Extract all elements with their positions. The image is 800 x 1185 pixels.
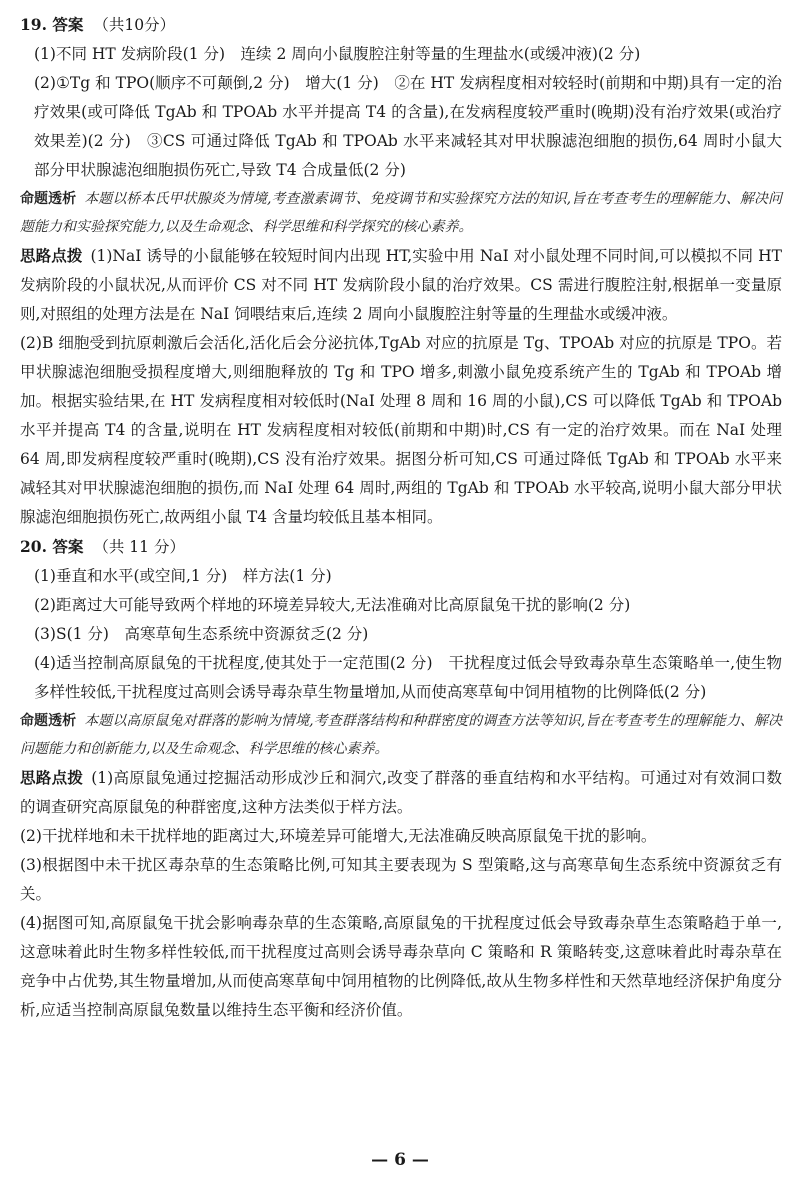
q20-analysis xyxy=(20,707,782,763)
q19-heading xyxy=(20,10,782,40)
q20-answer-1: (1)垂直和水平(或空间,1 分) 样方法(1 分) xyxy=(34,567,332,585)
q19-answer-1: (1)不同 HT 发病阶段(1 分) 连续 2 周向小鼠腹腔注射等量的生理盐水(或缓冲液)(2 分) xyxy=(34,45,641,63)
q20-tips-label: 思路点拨 xyxy=(20,768,84,787)
q20-answer-3: (3)S(1 分) 高寒草甸生态系统中资源贫乏(2 分) xyxy=(34,625,369,643)
q19-answer-2: (2)①Tg 和 TPO(顺序不可颠倒,2 分) 增大(1 分) ②在 HT 发病程度相对较轻时(前期和中期)具有一定的治疗效果(或可降低 TgAb 和 TPOAb 水平并提高 T4 的含量),在发病程度较严重时(晚期)没有治疗效果(或治疗效果差)(2 分) ③CS 可通过降低 TgAb 和 TPOAb 水平来减轻其对甲状腺滤泡细胞的损伤,64 周时小鼠大部分甲状腺滤泡细胞损伤死亡,导致 T4 合成量低(2 分) xyxy=(34,74,782,179)
q20-tips-2: (2)干扰样地和未干扰样地的距离过大,环境差异可能增大,无法准确反映高原鼠兔干扰的影响。 xyxy=(20,827,657,845)
q19-tips-label: 思路点拨 xyxy=(20,246,83,265)
q19-heading-text: 19. 答案 xyxy=(20,15,84,34)
q20-answer-2: (2)距离过大可能导致两个样地的环境差异较大,无法准确对比高原鼠兔干扰的影响(2 分) xyxy=(34,596,631,614)
q20-section xyxy=(20,532,782,1025)
q19-tips-1-text: (1)NaI 诱导的小鼠能够在较短时间内出现 HT,实验中用 NaI 对小鼠处理不同时间,可以模拟不同 HT 发病阶段的小鼠状况,从而评价 CS 对不同 HT 发病阶段小鼠的治疗效果。CS 需进行腹腔注射,根据单一变量原则,对照组的处理方法是在 NaI 饲喂结束后,连续 2 周向小鼠腹腔注射等量的生理盐水或缓冲液。 xyxy=(20,247,782,323)
q19-score: （共10分） xyxy=(93,16,176,34)
q20-analysis-text: 本题以高原鼠兔对群落的影响为情境,考查群落结构和种群密度的调查方法等知识,旨在考查考生的理解能力、解决问题能力和创新能力,以及生命观念、科学思维的核心素养。 xyxy=(20,713,782,757)
q20-heading xyxy=(20,532,782,562)
q20-tips-3: (3)根据图中未干扰区毒杂草的生态策略比例,可知其主要表现为 S 型策略,这与高寒草甸生态系统中资源贫乏有关。 xyxy=(20,856,782,903)
q19-tips-2: (2)B 细胞受到抗原刺激后会活化,活化后会分泌抗体,TgAb 对应的抗原是 Tg、TPOAb 对应的抗原是 TPO。若甲状腺滤泡细胞受损程度增大,则细胞释放的 Tg 和 TPO 增多,刺激小鼠免疫系统产生的 TgAb 和 TPOAb 增加。根据实验结果,在 HT 发病程度相对较低时(NaI 处理 8 周和 16 周的小鼠),CS 可以降低 TgAb 和 TPOAb 水平并提高 T4 的含量,说明在 HT 发病程度相对较低(前期和中期)时,CS 有一定的治疗效果。而在 NaI 处理 64 周,即发病程度较严重时(晚期),CS 没有治疗效果。据图分析可知,CS 可通过降低 TgAb 和 TPOAb 水平来减轻其对甲状腺滤泡细胞的损伤,而 NaI 处理 64 周时,两组的 TgAb 和 TPOAb 水平较高,说明小鼠大部分甲状腺滤泡细胞损伤死亡,故两组小鼠 T4 含量均较低且基本相同。 xyxy=(20,334,782,526)
q19-analysis-text: 本题以桥本氏甲状腺炎为情境,考查激素调节、免疫调节和实验探究方法的知识,旨在考查考生的理解能力、解决问题能力和实验探究能力,以及生命观念、科学思维和科学探究的核心素养。 xyxy=(20,191,782,235)
q20-score: （共 11 分） xyxy=(93,538,185,556)
q19-analysis-label: 命题透析 xyxy=(20,191,77,207)
q20-analysis-label: 命题透析 xyxy=(20,713,77,729)
q19-tips-1 xyxy=(20,241,782,329)
q19-analysis xyxy=(20,185,782,241)
q20-tips-1-text: (1)高原鼠兔通过挖掘活动形成沙丘和洞穴,改变了群落的垂直结构和水平结构。可通过对有效洞口数的调查研究高原鼠兔的种群密度,这种方法类似于样方法。 xyxy=(20,769,782,816)
answer-page xyxy=(20,10,782,1025)
q19-section xyxy=(20,10,782,532)
q20-tips-4: (4)据图可知,高原鼠兔干扰会影响毒杂草的生态策略,高原鼠兔的干扰程度过低会导致毒杂草生态策略趋于单一,这意味着此时生物多样性较低,而干扰程度过高则会诱导毒杂草向 C 策略和 R 策略转变,这意味着此时毒杂草在竞争中占优势,其生物量增加,从而使高寒草甸中饲用植物的比例降低,故从生物多样性和天然草地经济保护角度分析,应适当控制高原鼠兔数量以维持生态平衡和经济价值。 xyxy=(20,914,782,1019)
q20-heading-text: 20. 答案 xyxy=(20,537,84,556)
q20-tips-1 xyxy=(20,763,782,822)
q20-answer-4: (4)适当控制高原鼠兔的干扰程度,使其处于一定范围(2 分) 干扰程度过低会导致毒杂草生态策略单一,使生物多样性较低,干扰程度过高则会诱导毒杂草生物量增加,从而使高寒草甸中饲用植物的比例降低(2 分) xyxy=(34,654,782,701)
page-number: — 6 — xyxy=(371,1150,429,1170)
